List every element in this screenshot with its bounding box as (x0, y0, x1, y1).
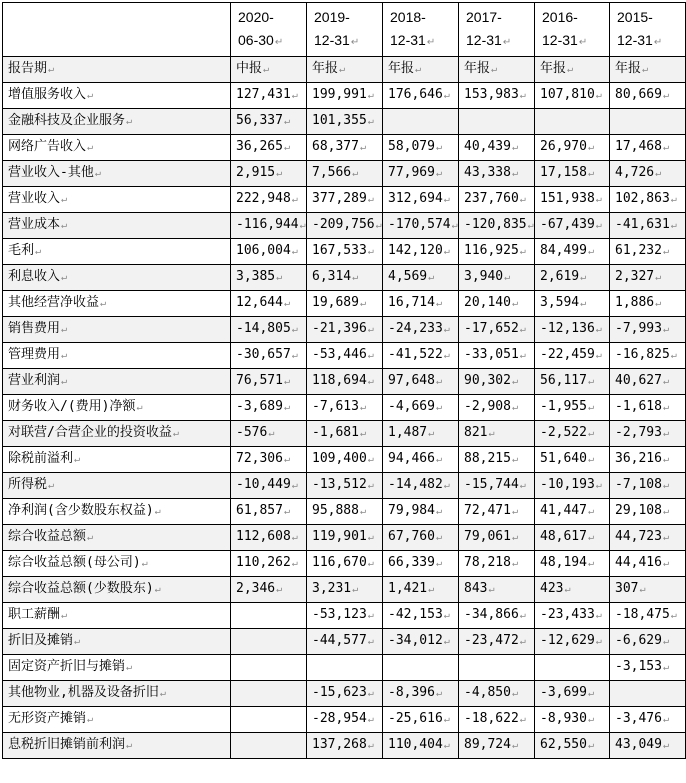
value-cell: 61,232↵ (610, 239, 686, 265)
row-label-cell: 毛利↵ (3, 239, 231, 265)
value-cell: 97,648↵ (383, 369, 459, 395)
table-row (3, 109, 686, 135)
row-label-cell: 金融科技及企业服务↵ (3, 109, 231, 135)
value-cell: -16,825↵ (610, 343, 686, 369)
row-label-cell: 综合收益总额↵ (3, 525, 231, 551)
value-cell: -10,193↵ (535, 473, 610, 499)
value-cell: -18,475↵ (610, 603, 686, 629)
value-cell: -116,944↵ (231, 213, 307, 239)
table-row (3, 265, 686, 291)
value-cell: 48,194↵ (535, 551, 610, 577)
value-cell: 3,231↵ (307, 577, 383, 603)
value-cell: 44,416↵ (610, 551, 686, 577)
value-cell: -3,689↵ (231, 395, 307, 421)
value-cell: 66,339↵ (383, 551, 459, 577)
value-cell: 237,760↵ (459, 187, 535, 213)
row-label-cell: 其他经营净收益↵ (3, 291, 231, 317)
value-cell: -67,439↵ (535, 213, 610, 239)
value-cell: 77,969↵ (383, 161, 459, 187)
value-cell: -53,446↵ (307, 343, 383, 369)
table-row (3, 421, 686, 447)
value-cell: 4,569↵ (383, 265, 459, 291)
value-cell: 19,689↵ (307, 291, 383, 317)
table-row (3, 83, 686, 109)
value-cell: 年报↵ (535, 57, 610, 83)
value-cell: -14,805↵ (231, 317, 307, 343)
row-label-cell: 对联营/合营企业的投资收益↵ (3, 421, 231, 447)
table-row (3, 733, 686, 759)
value-cell: -7,108↵ (610, 473, 686, 499)
value-cell: 377,289↵ (307, 187, 383, 213)
value-cell: 79,984↵ (383, 499, 459, 525)
value-cell (383, 655, 459, 681)
value-cell: 61,857↵ (231, 499, 307, 525)
table-row (3, 57, 686, 83)
value-cell: 127,431↵ (231, 83, 307, 109)
table-row (3, 707, 686, 733)
value-cell: 3,385↵ (231, 265, 307, 291)
value-cell: 年报↵ (610, 57, 686, 83)
table-row (3, 499, 686, 525)
value-cell: 中报↵ (231, 57, 307, 83)
table-body (3, 3, 686, 759)
value-cell: -22,459↵ (535, 343, 610, 369)
row-label-cell: 除税前溢利↵ (3, 447, 231, 473)
value-cell: -34,866↵ (459, 603, 535, 629)
value-cell (535, 655, 610, 681)
value-cell: 3,594↵ (535, 291, 610, 317)
row-label-cell: 息税折旧摊销前利润↵ (3, 733, 231, 759)
row-label-cell: 报告期↵ (3, 57, 231, 83)
value-cell (231, 603, 307, 629)
value-cell: 137,268↵ (307, 733, 383, 759)
value-cell: -15,623↵ (307, 681, 383, 707)
row-label-cell: 净利润(含少数股东权益)↵ (3, 499, 231, 525)
table-row (3, 603, 686, 629)
value-cell (231, 681, 307, 707)
value-cell: -23,433↵ (535, 603, 610, 629)
value-cell (231, 629, 307, 655)
value-cell (535, 109, 610, 135)
value-cell: 68,377↵ (307, 135, 383, 161)
value-cell: 88,215↵ (459, 447, 535, 473)
row-label-cell: 无形资产摊销↵ (3, 707, 231, 733)
value-cell: 年报↵ (307, 57, 383, 83)
value-cell: 43,049↵ (610, 733, 686, 759)
value-cell: 307↵ (610, 577, 686, 603)
table-row (3, 681, 686, 707)
header-row (3, 3, 686, 57)
table-row (3, 317, 686, 343)
value-cell: -13,512↵ (307, 473, 383, 499)
value-cell: 40,439↵ (459, 135, 535, 161)
value-cell: 116,670↵ (307, 551, 383, 577)
value-cell: 72,306↵ (231, 447, 307, 473)
value-cell: -21,396↵ (307, 317, 383, 343)
value-cell (610, 109, 686, 135)
value-cell: 176,646↵ (383, 83, 459, 109)
row-label-cell: 综合收益总额(少数股东)↵ (3, 577, 231, 603)
header-date-cell: 2020- 06-30↵ (231, 3, 307, 57)
value-cell: 2,327↵ (610, 265, 686, 291)
value-cell: -170,574↵ (383, 213, 459, 239)
value-cell: 20,140↵ (459, 291, 535, 317)
table-row (3, 551, 686, 577)
value-cell: 17,158↵ (535, 161, 610, 187)
value-cell: 94,466↵ (383, 447, 459, 473)
table-row (3, 577, 686, 603)
row-label-cell: 营业成本↵ (3, 213, 231, 239)
value-cell: -120,835↵ (459, 213, 535, 239)
value-cell: -25,616↵ (383, 707, 459, 733)
value-cell (307, 655, 383, 681)
value-cell: 102,863↵ (610, 187, 686, 213)
value-cell (231, 707, 307, 733)
value-cell: 1,487↵ (383, 421, 459, 447)
table-row (3, 473, 686, 499)
value-cell: -2,522↵ (535, 421, 610, 447)
value-cell: 80,669↵ (610, 83, 686, 109)
row-label-cell: 销售费用↵ (3, 317, 231, 343)
value-cell: -34,012↵ (383, 629, 459, 655)
value-cell: 41,447↵ (535, 499, 610, 525)
row-label-cell: 网络广告收入↵ (3, 135, 231, 161)
value-cell: 199,991↵ (307, 83, 383, 109)
value-cell: 312,694↵ (383, 187, 459, 213)
value-cell: 年报↵ (383, 57, 459, 83)
value-cell: -44,577↵ (307, 629, 383, 655)
value-cell: 107,810↵ (535, 83, 610, 109)
value-cell: 2,619↵ (535, 265, 610, 291)
value-cell: 78,218↵ (459, 551, 535, 577)
value-cell: 119,901↵ (307, 525, 383, 551)
value-cell: -30,657↵ (231, 343, 307, 369)
value-cell: -28,954↵ (307, 707, 383, 733)
value-cell: 79,061↵ (459, 525, 535, 551)
row-label-cell: 财务收入/(费用)净额↵ (3, 395, 231, 421)
header-date-cell: 2019- 12-31↵ (307, 3, 383, 57)
table-row (3, 655, 686, 681)
value-cell: 76,571↵ (231, 369, 307, 395)
value-cell: -7,993↵ (610, 317, 686, 343)
value-cell: -53,123↵ (307, 603, 383, 629)
value-cell: 67,760↵ (383, 525, 459, 551)
value-cell: 36,265↵ (231, 135, 307, 161)
value-cell: 1,886↵ (610, 291, 686, 317)
value-cell: 112,608↵ (231, 525, 307, 551)
table-row (3, 161, 686, 187)
value-cell: -7,613↵ (307, 395, 383, 421)
value-cell: 29,108↵ (610, 499, 686, 525)
table-row (3, 187, 686, 213)
table-row (3, 395, 686, 421)
table-row (3, 291, 686, 317)
value-cell: 95,888↵ (307, 499, 383, 525)
value-cell: 40,627↵ (610, 369, 686, 395)
value-cell: -576↵ (231, 421, 307, 447)
row-label-cell: 其他物业,机器及设备折旧↵ (3, 681, 231, 707)
row-label-cell: 所得税↵ (3, 473, 231, 499)
value-cell (231, 733, 307, 759)
value-cell: 151,938↵ (535, 187, 610, 213)
value-cell: 153,983↵ (459, 83, 535, 109)
table-row (3, 369, 686, 395)
table-row (3, 239, 686, 265)
value-cell: -8,930↵ (535, 707, 610, 733)
value-cell (459, 109, 535, 135)
row-label-cell: 增值服务收入↵ (3, 83, 231, 109)
row-label-cell: 营业收入↵ (3, 187, 231, 213)
value-cell: -18,622↵ (459, 707, 535, 733)
value-cell: 36,216↵ (610, 447, 686, 473)
value-cell: 843↵ (459, 577, 535, 603)
value-cell: 7,566↵ (307, 161, 383, 187)
value-cell: -15,744↵ (459, 473, 535, 499)
value-cell: 43,338↵ (459, 161, 535, 187)
value-cell (459, 655, 535, 681)
value-cell: 222,948↵ (231, 187, 307, 213)
value-cell: 年报↵ (459, 57, 535, 83)
value-cell (610, 681, 686, 707)
row-label-cell: 利息收入↵ (3, 265, 231, 291)
value-cell: 89,724↵ (459, 733, 535, 759)
value-cell (231, 655, 307, 681)
value-cell: 58,079↵ (383, 135, 459, 161)
value-cell: -41,522↵ (383, 343, 459, 369)
value-cell: 106,004↵ (231, 239, 307, 265)
value-cell: 16,714↵ (383, 291, 459, 317)
financial-table (2, 2, 686, 759)
value-cell: -4,850↵ (459, 681, 535, 707)
row-label-cell: 营业利润↵ (3, 369, 231, 395)
value-cell: -2,908↵ (459, 395, 535, 421)
header-date-cell: 2017- 12-31↵ (459, 3, 535, 57)
value-cell: -14,482↵ (383, 473, 459, 499)
value-cell: 142,120↵ (383, 239, 459, 265)
value-cell: 62,550↵ (535, 733, 610, 759)
table-row (3, 525, 686, 551)
value-cell: -33,051↵ (459, 343, 535, 369)
value-cell: -1,681↵ (307, 421, 383, 447)
value-cell: 109,400↵ (307, 447, 383, 473)
row-label-cell: 综合收益总额(母公司)↵ (3, 551, 231, 577)
value-cell: -12,629↵ (535, 629, 610, 655)
value-cell: -209,756↵ (307, 213, 383, 239)
value-cell: 167,533↵ (307, 239, 383, 265)
value-cell: 56,337↵ (231, 109, 307, 135)
value-cell: 116,925↵ (459, 239, 535, 265)
value-cell: 72,471↵ (459, 499, 535, 525)
value-cell: 2,915↵ (231, 161, 307, 187)
header-date-cell: 2018- 12-31↵ (383, 3, 459, 57)
value-cell: -24,233↵ (383, 317, 459, 343)
value-cell: 110,262↵ (231, 551, 307, 577)
value-cell: -12,136↵ (535, 317, 610, 343)
header-date-cell: 2016- 12-31↵ (535, 3, 610, 57)
value-cell: -23,472↵ (459, 629, 535, 655)
value-cell: -3,699↵ (535, 681, 610, 707)
value-cell: -3,153↵ (610, 655, 686, 681)
table-row (3, 343, 686, 369)
value-cell: 110,404↵ (383, 733, 459, 759)
value-cell: 1,421↵ (383, 577, 459, 603)
value-cell: 4,726↵ (610, 161, 686, 187)
header-date-cell: 2015- 12-31↵ (610, 3, 686, 57)
table-row (3, 213, 686, 239)
value-cell: 44,723↵ (610, 525, 686, 551)
value-cell: 6,314↵ (307, 265, 383, 291)
table-row (3, 447, 686, 473)
value-cell: -2,793↵ (610, 421, 686, 447)
row-label-cell: 固定资产折旧与摊销↵ (3, 655, 231, 681)
financial-table-container (2, 2, 686, 759)
row-label-cell: 折旧及摊销↵ (3, 629, 231, 655)
row-label-cell: 职工薪酬↵ (3, 603, 231, 629)
value-cell: 51,640↵ (535, 447, 610, 473)
table-row (3, 135, 686, 161)
value-cell: -8,396↵ (383, 681, 459, 707)
value-cell: 12,644↵ (231, 291, 307, 317)
value-cell: -6,629↵ (610, 629, 686, 655)
value-cell: -10,449↵ (231, 473, 307, 499)
value-cell: 84,499↵ (535, 239, 610, 265)
value-cell: 118,694↵ (307, 369, 383, 395)
value-cell: -1,955↵ (535, 395, 610, 421)
value-cell: -42,153↵ (383, 603, 459, 629)
header-corner-cell (3, 3, 231, 57)
value-cell: 821↵ (459, 421, 535, 447)
value-cell: -41,631↵ (610, 213, 686, 239)
value-cell: 2,346↵ (231, 577, 307, 603)
value-cell: 48,617↵ (535, 525, 610, 551)
value-cell: 3,940↵ (459, 265, 535, 291)
value-cell: 26,970↵ (535, 135, 610, 161)
value-cell: 56,117↵ (535, 369, 610, 395)
value-cell: -1,618↵ (610, 395, 686, 421)
value-cell: 17,468↵ (610, 135, 686, 161)
value-cell: 90,302↵ (459, 369, 535, 395)
row-label-cell: 管理费用↵ (3, 343, 231, 369)
value-cell: -3,476↵ (610, 707, 686, 733)
row-label-cell: 营业收入-其他↵ (3, 161, 231, 187)
value-cell (383, 109, 459, 135)
value-cell: 101,355↵ (307, 109, 383, 135)
table-row (3, 629, 686, 655)
value-cell: -17,652↵ (459, 317, 535, 343)
value-cell: -4,669↵ (383, 395, 459, 421)
value-cell: 423↵ (535, 577, 610, 603)
